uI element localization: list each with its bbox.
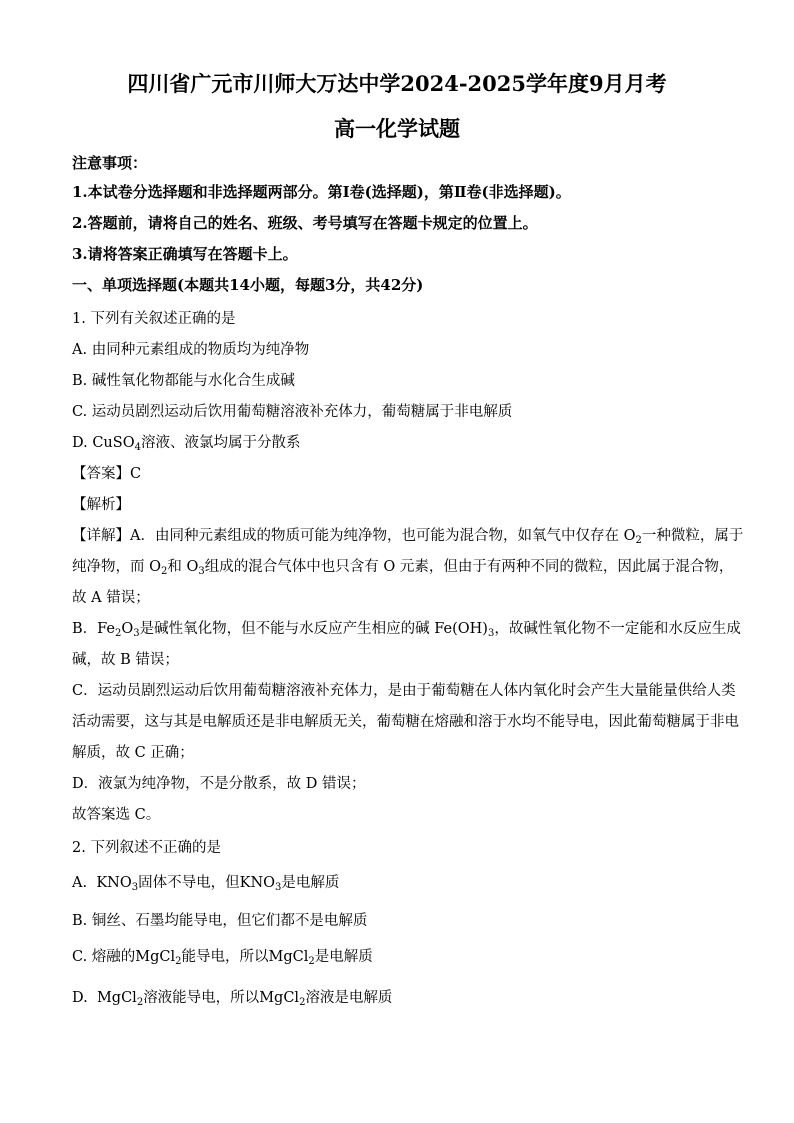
q1-conclusion: 故答案选 C。 <box>72 807 161 823</box>
subscript: 2 <box>175 956 182 967</box>
text: C. 熔融的 <box>72 949 136 965</box>
notice-item-3: 3.请将答案正确填写在答题卡上。 <box>72 245 298 263</box>
q1-detail-c-line-3: 解质，故 C 正确； <box>72 745 194 761</box>
text: 溶液能导电，所以 <box>143 990 260 1006</box>
q2-stem: 2. 下列叙述不正确的是 <box>72 840 221 856</box>
notice-heading: 注意事项： <box>72 154 148 172</box>
text: 【详解】A．由同种元素组成的物质可能为纯净物，也可能为混合物，如氧气中仅存在 O <box>72 528 636 544</box>
text: ，故碱性氧化物不一定能和水反应生成 <box>494 621 741 637</box>
q2-option-a <box>72 871 339 892</box>
q1-analysis-label: 【解析】 <box>72 497 130 513</box>
q1-option-c: C. 运动员剧烈运动后饮用葡萄糖溶液补充体力，葡萄糖属于非电解质 <box>72 404 513 420</box>
subscript: 4 <box>134 442 141 453</box>
text: 固体不导电，但 <box>138 875 240 891</box>
subscript: 2 <box>136 997 144 1008</box>
formula: MgCl <box>259 990 300 1006</box>
subscript: 2 <box>308 956 315 967</box>
formula: KNO <box>239 875 276 891</box>
q2-option-c <box>72 945 373 966</box>
q1-detail-b-line-2: 碱，故 B 错误； <box>72 652 179 668</box>
subscript: 3 <box>198 566 205 577</box>
formula: MgCl <box>135 949 176 965</box>
q1-option-d <box>72 431 300 452</box>
answer-label: 【答案】 <box>72 466 130 482</box>
text: 纯净物，而 O <box>72 559 161 575</box>
notice-item-1: 1.本试卷分选择题和非选择题两部分。第Ⅰ卷(选择题)，第Ⅱ卷(非选择题)。 <box>72 183 571 201</box>
q1-option-a: A. 由同种元素组成的物质均为纯净物 <box>72 342 310 358</box>
subscript: 3 <box>131 882 139 893</box>
subscript: 2 <box>299 997 306 1008</box>
q1-stem: 1. 下列有关叙述正确的是 <box>72 311 236 327</box>
q1-option-d-text-rest: 溶液、液氯均属于分散系 <box>140 435 301 451</box>
q1-option-b: B. 碱性氧化物都能与水化合生成碱 <box>72 373 295 389</box>
notice-item-2: 2.答题前，请将自己的姓名、班级、考号填写在答题卡规定的位置上。 <box>72 214 538 232</box>
text: O <box>121 621 134 637</box>
text: 一种微粒，属于 <box>641 528 744 544</box>
answer-value: C <box>130 466 142 482</box>
q2-option-d <box>72 986 392 1007</box>
text: 溶液是电解质 <box>305 990 393 1006</box>
q1-detail-line-2 <box>72 555 733 576</box>
q1-answer <box>72 462 141 483</box>
q2-option-b: B. 铜丝、石墨均能导电，但它们都不是电解质 <box>72 913 368 929</box>
q1-detail-c-line-1: C．运动员剧烈运动后饮用葡萄糖溶液补充体力，是由于葡萄糖在人体内氧化时会产生大量能量供给人类 <box>72 683 736 699</box>
subscript: 3 <box>133 628 140 639</box>
text: B．Fe <box>72 621 116 637</box>
subscript: 2 <box>161 566 168 577</box>
q1-detail-line-3: 故 A 错误； <box>72 590 150 606</box>
q1-option-d-text: D. CuSO <box>72 435 135 451</box>
q1-detail-d-line-1: D．液氯为纯净物，不是分散系，故 D 错误； <box>72 776 366 792</box>
q1-detail-line-1 <box>72 524 743 545</box>
q1-detail-b-line-1 <box>72 617 741 638</box>
subscript: 3 <box>487 628 495 639</box>
text: 组成的混合气体中也只含有 O 元素，但由于有两种不同的微粒，因此属于混合物， <box>204 559 734 575</box>
formula: MgCl <box>96 990 137 1006</box>
section-heading: 一、单项选择题(本题共14小题，每题3分，共42分) <box>72 276 424 294</box>
subscript: 2 <box>115 628 122 639</box>
q1-detail-c-line-2: 活动需要，这与其是电解质还是非电解质无关，葡萄糖在熔融和溶于水均不能导电，因此葡萄糖属于非电 <box>72 714 739 730</box>
page-title: 四川省广元市川师大万达中学2024-2025学年度9月月考 <box>127 71 667 96</box>
text: 是电解质 <box>314 949 373 965</box>
subscript: 3 <box>275 882 282 893</box>
text: 和 O <box>167 559 199 575</box>
formula: KNO <box>96 875 132 891</box>
text: 是电解质 <box>281 875 340 891</box>
page-subtitle: 高一化学试题 <box>334 116 460 141</box>
text: 能导电，所以 <box>181 949 269 965</box>
text: D. <box>72 990 88 1006</box>
subscript: 2 <box>635 535 642 546</box>
text: A. <box>72 875 88 891</box>
text: 是碱性氧化物，但不能与水反应产生相应的碱 Fe(OH) <box>139 621 488 637</box>
formula: MgCl <box>268 949 309 965</box>
